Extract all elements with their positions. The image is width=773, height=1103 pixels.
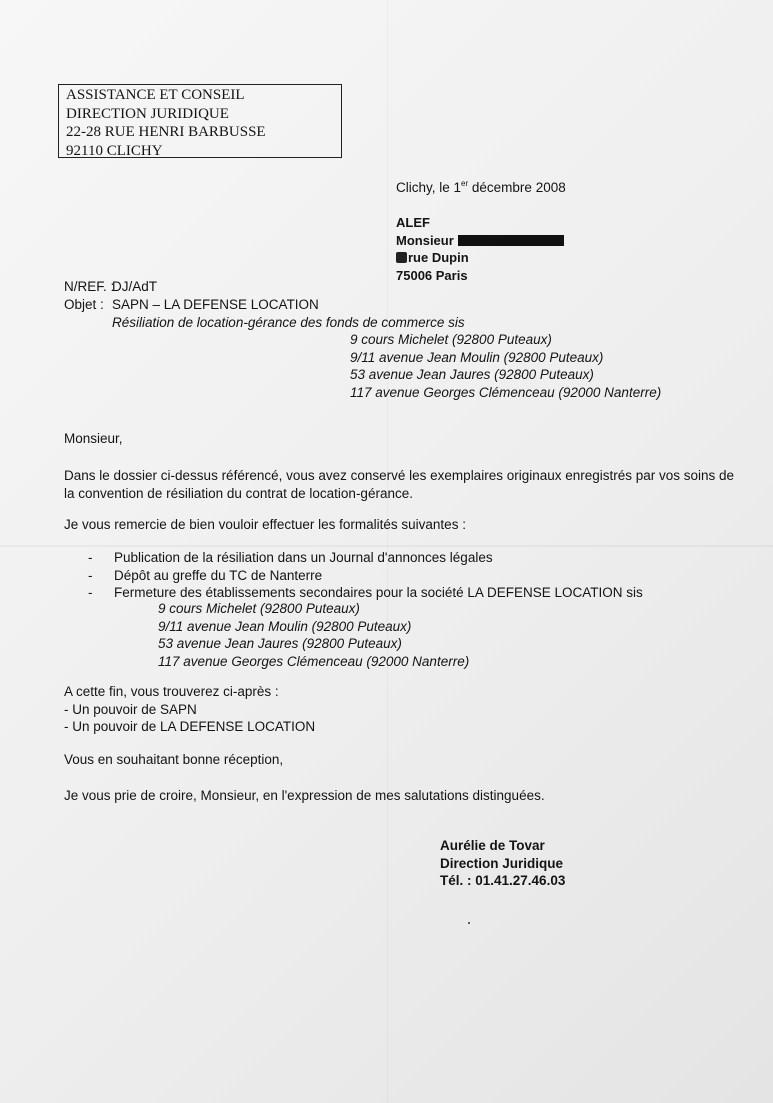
establishment-address: 53 avenue Jean Jaures (92800 Puteaux) <box>158 636 402 651</box>
signature-block <box>440 837 565 890</box>
sender-line: 22-28 RUE HENRI BARBUSSE <box>66 124 266 140</box>
letter-date <box>396 179 566 196</box>
paragraph-3 <box>64 683 315 736</box>
formalities-list <box>88 549 643 602</box>
paper-speck <box>468 922 470 924</box>
redacted-number-block <box>396 252 407 263</box>
recipient-address <box>396 214 564 284</box>
subject-address: 9 cours Michelet (92800 Puteaux) <box>350 332 552 347</box>
paragraph-1-line: la convention de résiliation du contrat de location-gérance. <box>64 485 413 501</box>
date-suffix: décembre 2008 <box>468 180 566 195</box>
subject-address-list <box>350 331 661 401</box>
paragraph-3-line: - Un pouvoir de SAPN <box>64 701 197 717</box>
recipient-city: 75006 Paris <box>396 267 468 283</box>
establishment-address: 9/11 avenue Jean Moulin (92800 Puteaux) <box>158 618 412 634</box>
list-item-text: Dépôt au greffe du TC de Nanterre <box>114 567 323 583</box>
subject-address: 9/11 avenue Jean Moulin (92800 Puteaux) <box>350 349 604 365</box>
list-item-text: Publication de la résiliation dans un Journal d'annonces légales <box>114 550 493 565</box>
date-superscript: er <box>461 179 469 188</box>
list-item-text: Fermeture des établissements secondaires pour la société LA DEFENSE LOCATION sis <box>114 585 643 600</box>
reference-value: DJ/AdT <box>112 279 158 294</box>
salutation: Monsieur, <box>64 431 123 446</box>
subject-line <box>64 296 319 313</box>
subject-address: 53 avenue Jean Jaures (92800 Puteaux) <box>350 367 594 382</box>
subject-detail: Résiliation de location-gérance des fonds de commerce sis <box>112 315 465 330</box>
closing-formula: Je vous prie de croire, Monsieur, en l'expression de mes salutations distinguées. <box>64 788 545 803</box>
sender-line: DIRECTION JURIDIQUE <box>66 105 229 122</box>
paragraph-3-line: A cette fin, vous trouverez ci-après : <box>64 684 279 699</box>
bullet-dash: - <box>88 567 93 583</box>
signatory-name: Aurélie de Tovar <box>440 838 545 853</box>
redacted-name-block <box>458 235 564 246</box>
list-item <box>88 567 643 585</box>
list-item <box>88 549 643 567</box>
recipient-company: ALEF <box>396 215 430 230</box>
date-prefix: Clichy, le 1 <box>396 180 462 195</box>
establishment-address: 117 avenue Georges Clémenceau (92000 Nanterre) <box>158 653 470 669</box>
reference-line <box>64 278 157 295</box>
subject-value: SAPN – LA DEFENSE LOCATION <box>112 297 319 312</box>
paragraph-1-line: Dans le dossier ci-dessus référencé, vous avez conservé les exemplaires originaux enregistrés par vos soins de <box>64 468 735 483</box>
recipient-street-line <box>396 249 564 267</box>
paragraph-1 <box>64 467 734 502</box>
subject-address: 117 avenue Georges Clémenceau (92000 Nanterre) <box>350 384 662 400</box>
sender-address-box <box>58 84 342 158</box>
recipient-title: Monsieur <box>396 232 454 248</box>
reference-label: N/REF. : <box>64 279 115 294</box>
list-item <box>88 584 643 602</box>
establishment-address-list <box>158 600 469 670</box>
paragraph-2: Je vous remercie de bien vouloir effectuer les formalités suivantes : <box>64 517 466 532</box>
paragraph-4: Vous en souhaitant bonne réception, <box>64 752 284 767</box>
sender-line: ASSISTANCE ET CONSEIL <box>66 87 245 103</box>
recipient-street: rue Dupin <box>408 250 469 265</box>
bullet-dash: - <box>88 550 93 565</box>
subject-label: Objet : <box>64 297 104 312</box>
signatory-phone: Tél. : 01.41.27.46.03 <box>440 873 566 888</box>
paragraph-3-line: - Un pouvoir de LA DEFENSE LOCATION <box>64 719 316 734</box>
bullet-dash: - <box>88 585 93 600</box>
establishment-address: 9 cours Michelet (92800 Puteaux) <box>158 601 360 616</box>
signatory-department: Direction Juridique <box>440 855 564 871</box>
recipient-name-line <box>396 232 564 250</box>
sender-line: 92110 CLICHY <box>66 142 163 159</box>
